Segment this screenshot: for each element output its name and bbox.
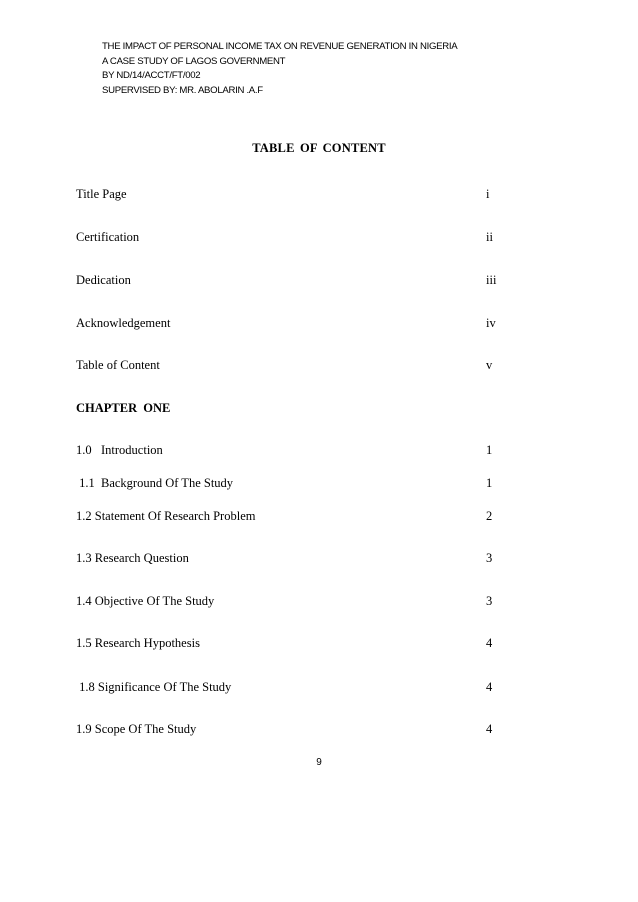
toc-entry-page: 3 [486,551,493,565]
header-author-line: BY ND/14/ACCT/FT/002 [102,70,201,82]
toc-entry-page: 3 [486,594,493,608]
toc-entry [0,440,638,460]
toc-entry [0,270,638,290]
toc-entry-label: 1.8 Significance Of The Study [76,680,232,694]
toc-entry-label: Table of Content [76,358,160,372]
header-case-study-line: A CASE STUDY OF LAGOS GOVERNMENT [102,55,286,67]
toc-entry-label: 1.1 Background Of The Study [76,476,234,490]
toc-entry-page: v [486,358,493,372]
toc-entry [0,227,638,247]
toc-title: TABLE OF CONTENT [252,141,386,155]
toc-entry [0,184,638,204]
toc-entry-page: 2 [486,509,493,523]
toc-entry-page: iv [486,316,496,330]
toc-entry-label: Dedication [76,273,131,287]
toc-entry-page: 4 [486,680,493,694]
document-header [102,40,457,98]
toc-entry-label: Acknowledgement [76,316,171,330]
chapter-heading: CHAPTER ONE [76,401,171,415]
toc-entry-label: 1.5 Research Hypothesis [76,636,200,650]
toc-entry [0,313,638,333]
header-title-line: THE IMPACT OF PERSONAL INCOME TAX ON REVENUE GENERATION IN NIGERIA [102,41,458,52]
toc-entry-page: 4 [486,722,493,736]
toc-entry-label: 1.3 Research Question [76,551,189,565]
toc-entry-page: 1 [486,476,493,490]
toc-entry-page: 4 [486,636,493,650]
toc-entry [0,633,638,653]
toc-entry-page: 1 [486,443,493,457]
toc-entry-label: 1.2 Statement Of Research Problem [76,509,256,523]
toc-entry-page: ii [486,230,493,244]
toc-entry [0,591,638,611]
toc-entry-label: Title Page [76,187,127,201]
toc-entry [0,719,638,739]
toc-entry-page: iii [486,273,497,287]
page-number: 9 [316,757,322,768]
toc-entry [0,506,638,526]
toc-entry [0,548,638,568]
toc-entry [0,677,638,697]
header-supervisor-line: SUPERVISED BY: MR. ABOLARIN .A.F [102,84,263,96]
toc-entry-page: i [486,187,490,201]
toc-entry-label: Certification [76,230,140,244]
toc-entry [0,355,638,375]
toc-entry [0,473,638,493]
toc-entry-label: 1.0 Introduction [76,443,163,457]
toc-entry-label: 1.9 Scope Of The Study [76,722,197,736]
toc-entry-label: 1.4 Objective Of The Study [76,594,215,608]
